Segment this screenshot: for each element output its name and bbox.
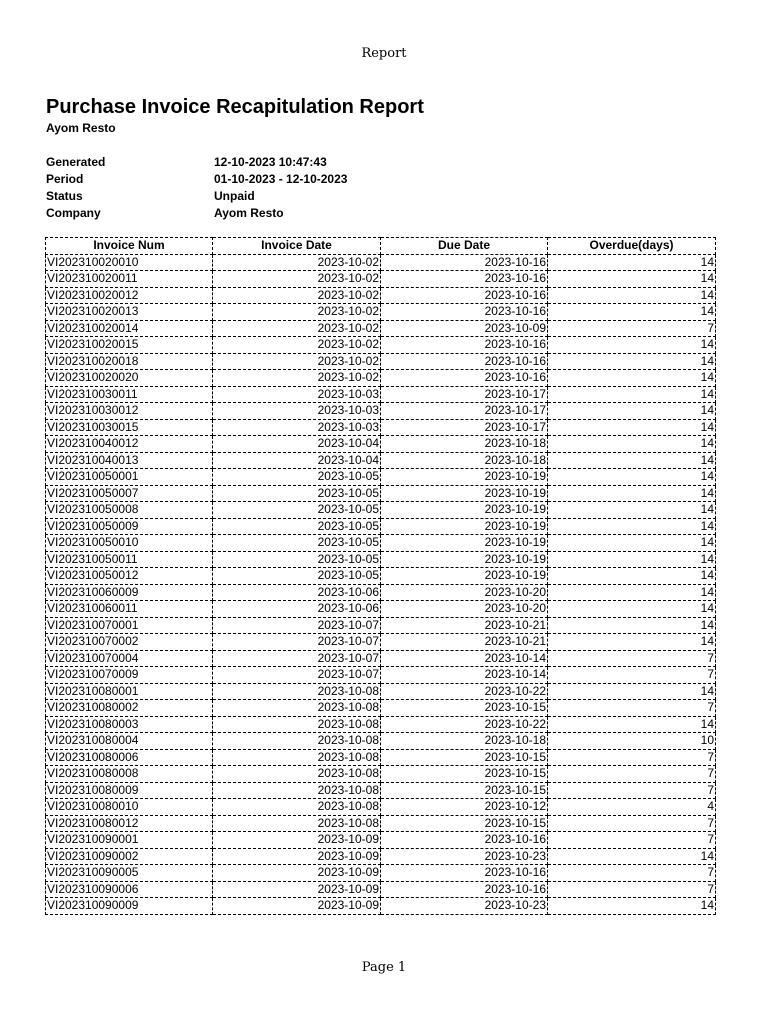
invoice-date-cell: 2023-10-05 [213, 518, 381, 535]
column-header-due-date: Due Date [381, 238, 548, 255]
table-row [46, 304, 716, 321]
due-date-cell: 2023-10-18 [381, 452, 548, 469]
invoice-num-cell: VI202310040013 [46, 452, 213, 469]
invoice-date-cell: 2023-10-02 [213, 287, 381, 304]
overdue-days-cell: 14 [548, 502, 716, 519]
table-row [46, 485, 716, 502]
table-row [46, 700, 716, 717]
column-header-invoice-date: Invoice Date [213, 238, 381, 255]
invoice-date-cell: 2023-10-08 [213, 700, 381, 717]
invoice-num-cell: VI202310090009 [46, 898, 213, 915]
invoice-num-cell: VI202310080006 [46, 749, 213, 766]
due-date-cell: 2023-10-19 [381, 469, 548, 486]
due-date-cell: 2023-10-14 [381, 650, 548, 667]
invoice-num-cell: VI202310020013 [46, 304, 213, 321]
overdue-days-cell: 14 [548, 419, 716, 436]
invoice-num-cell: VI202310050012 [46, 568, 213, 585]
overdue-days-cell: 4 [548, 799, 716, 816]
invoice-date-cell: 2023-10-08 [213, 782, 381, 799]
invoice-num-cell: VI202310020020 [46, 370, 213, 387]
overdue-days-cell: 7 [548, 881, 716, 898]
due-date-cell: 2023-10-17 [381, 386, 548, 403]
due-date-cell: 2023-10-12 [381, 799, 548, 816]
overdue-days-cell: 7 [548, 782, 716, 799]
invoice-date-cell: 2023-10-05 [213, 502, 381, 519]
due-date-cell: 2023-10-15 [381, 749, 548, 766]
invoice-date-cell: 2023-10-05 [213, 469, 381, 486]
due-date-cell: 2023-10-15 [381, 815, 548, 832]
invoice-num-cell: VI202310030015 [46, 419, 213, 436]
overdue-days-cell: 7 [548, 667, 716, 684]
table-row [46, 386, 716, 403]
table-row [46, 683, 716, 700]
table-row [46, 799, 716, 816]
overdue-days-cell: 7 [548, 650, 716, 667]
invoice-date-cell: 2023-10-07 [213, 617, 381, 634]
invoice-date-cell: 2023-10-02 [213, 304, 381, 321]
table-row [46, 502, 716, 519]
overdue-days-cell: 14 [548, 716, 716, 733]
overdue-days-cell: 14 [548, 634, 716, 651]
invoice-num-cell: VI202310020015 [46, 337, 213, 354]
page-header: Report [361, 46, 407, 61]
table-row [46, 287, 716, 304]
meta-row-status [46, 188, 347, 205]
invoice-num-cell: VI202310050007 [46, 485, 213, 502]
report-subtitle: Ayom Resto [46, 121, 116, 135]
invoice-date-cell: 2023-10-03 [213, 419, 381, 436]
table-row [46, 848, 716, 865]
due-date-cell: 2023-10-23 [381, 898, 548, 915]
invoice-date-cell: 2023-10-05 [213, 485, 381, 502]
table-row [46, 815, 716, 832]
overdue-days-cell: 7 [548, 815, 716, 832]
due-date-cell: 2023-10-16 [381, 865, 548, 882]
invoice-date-cell: 2023-10-09 [213, 898, 381, 915]
overdue-days-cell: 14 [548, 304, 716, 321]
meta-value: 01-10-2023 - 12-10-2023 [214, 172, 348, 186]
table-row [46, 716, 716, 733]
due-date-cell: 2023-10-15 [381, 782, 548, 799]
table-row [46, 452, 716, 469]
overdue-days-cell: 14 [548, 568, 716, 585]
table-row [46, 568, 716, 585]
table-row [46, 337, 716, 354]
due-date-cell: 2023-10-16 [381, 832, 548, 849]
overdue-days-cell: 14 [548, 848, 716, 865]
due-date-cell: 2023-10-21 [381, 634, 548, 651]
invoice-num-cell: VI202310080001 [46, 683, 213, 700]
overdue-days-cell: 14 [548, 452, 716, 469]
table-body [46, 254, 716, 914]
invoice-num-cell: VI202310080010 [46, 799, 213, 816]
column-header-overdue-days: Overdue(days) [548, 238, 716, 255]
invoice-date-cell: 2023-10-03 [213, 403, 381, 420]
invoice-num-cell: VI202310080002 [46, 700, 213, 717]
due-date-cell: 2023-10-15 [381, 700, 548, 717]
table-row [46, 584, 716, 601]
table-row [46, 535, 716, 552]
overdue-days-cell: 14 [548, 386, 716, 403]
invoice-date-cell: 2023-10-07 [213, 634, 381, 651]
meta-row-period [46, 171, 347, 188]
invoice-num-cell: VI202310060011 [46, 601, 213, 618]
invoice-date-cell: 2023-10-06 [213, 584, 381, 601]
overdue-days-cell: 14 [548, 518, 716, 535]
overdue-days-cell: 14 [548, 584, 716, 601]
table-row [46, 469, 716, 486]
overdue-days-cell: 14 [548, 898, 716, 915]
due-date-cell: 2023-10-18 [381, 733, 548, 750]
table-header-row [46, 238, 716, 255]
table-row [46, 617, 716, 634]
due-date-cell: 2023-10-16 [381, 271, 548, 288]
invoice-num-cell: VI202310070002 [46, 634, 213, 651]
invoice-date-cell: 2023-10-06 [213, 601, 381, 618]
due-date-cell: 2023-10-17 [381, 403, 548, 420]
overdue-days-cell: 7 [548, 749, 716, 766]
invoice-date-cell: 2023-10-05 [213, 551, 381, 568]
due-date-cell: 2023-10-19 [381, 485, 548, 502]
overdue-days-cell: 14 [548, 485, 716, 502]
overdue-days-cell: 14 [548, 337, 716, 354]
report-meta [46, 154, 347, 222]
invoice-num-cell: VI202310050011 [46, 551, 213, 568]
invoice-num-cell: VI202310080008 [46, 766, 213, 783]
meta-label: Company [46, 206, 101, 220]
invoice-num-cell: VI202310080003 [46, 716, 213, 733]
table-row [46, 419, 716, 436]
invoice-date-cell: 2023-10-02 [213, 271, 381, 288]
overdue-days-cell: 14 [548, 370, 716, 387]
table-row [46, 320, 716, 337]
due-date-cell: 2023-10-16 [381, 254, 548, 271]
overdue-days-cell: 7 [548, 700, 716, 717]
meta-value: 12-10-2023 10:47:43 [214, 155, 327, 169]
invoice-date-cell: 2023-10-08 [213, 749, 381, 766]
due-date-cell: 2023-10-16 [381, 287, 548, 304]
invoice-date-cell: 2023-10-08 [213, 683, 381, 700]
invoice-date-cell: 2023-10-08 [213, 766, 381, 783]
invoice-num-cell: VI202310070004 [46, 650, 213, 667]
overdue-days-cell: 14 [548, 436, 716, 453]
table-row [46, 749, 716, 766]
invoice-num-cell: VI202310050010 [46, 535, 213, 552]
report-title: Purchase Invoice Recapitulation Report [46, 96, 424, 118]
meta-label: Generated [46, 155, 106, 169]
overdue-days-cell: 14 [548, 551, 716, 568]
meta-label: Status [46, 189, 83, 203]
overdue-days-cell: 14 [548, 601, 716, 618]
table-row [46, 403, 716, 420]
invoice-num-cell: VI202310080012 [46, 815, 213, 832]
invoice-num-cell: VI202310070001 [46, 617, 213, 634]
invoice-num-cell: VI202310030011 [46, 386, 213, 403]
overdue-days-cell: 14 [548, 271, 716, 288]
table-row [46, 254, 716, 271]
invoice-table [45, 237, 716, 915]
due-date-cell: 2023-10-16 [381, 370, 548, 387]
invoice-date-cell: 2023-10-08 [213, 815, 381, 832]
overdue-days-cell: 7 [548, 832, 716, 849]
due-date-cell: 2023-10-15 [381, 766, 548, 783]
meta-row-generated [46, 154, 347, 171]
table-row [46, 881, 716, 898]
table-row [46, 667, 716, 684]
due-date-cell: 2023-10-16 [381, 304, 548, 321]
table-row [46, 353, 716, 370]
invoice-date-cell: 2023-10-09 [213, 865, 381, 882]
invoice-num-cell: VI202310050008 [46, 502, 213, 519]
table-row [46, 832, 716, 849]
invoice-num-cell: VI202310080004 [46, 733, 213, 750]
invoice-num-cell: VI202310050001 [46, 469, 213, 486]
overdue-days-cell: 10 [548, 733, 716, 750]
meta-row-company [46, 205, 347, 222]
table-row [46, 782, 716, 799]
invoice-num-cell: VI202310060009 [46, 584, 213, 601]
invoice-num-cell: VI202310080009 [46, 782, 213, 799]
table-row [46, 733, 716, 750]
table-row [46, 436, 716, 453]
due-date-cell: 2023-10-16 [381, 881, 548, 898]
due-date-cell: 2023-10-09 [381, 320, 548, 337]
due-date-cell: 2023-10-18 [381, 436, 548, 453]
invoice-num-cell: VI202310020018 [46, 353, 213, 370]
overdue-days-cell: 14 [548, 287, 716, 304]
table-row [46, 370, 716, 387]
due-date-cell: 2023-10-19 [381, 568, 548, 585]
invoice-num-cell: VI202310050009 [46, 518, 213, 535]
invoice-date-cell: 2023-10-04 [213, 452, 381, 469]
due-date-cell: 2023-10-16 [381, 353, 548, 370]
due-date-cell: 2023-10-20 [381, 601, 548, 618]
column-header-invoice-num: Invoice Num [46, 238, 213, 255]
invoice-date-cell: 2023-10-09 [213, 832, 381, 849]
invoice-num-cell: VI202310090001 [46, 832, 213, 849]
due-date-cell: 2023-10-22 [381, 683, 548, 700]
invoice-date-cell: 2023-10-08 [213, 799, 381, 816]
invoice-date-cell: 2023-10-05 [213, 568, 381, 585]
invoice-date-cell: 2023-10-02 [213, 254, 381, 271]
due-date-cell: 2023-10-14 [381, 667, 548, 684]
due-date-cell: 2023-10-19 [381, 518, 548, 535]
invoice-date-cell: 2023-10-02 [213, 370, 381, 387]
invoice-num-cell: VI202310030012 [46, 403, 213, 420]
invoice-date-cell: 2023-10-02 [213, 337, 381, 354]
overdue-days-cell: 14 [548, 683, 716, 700]
invoice-num-cell: VI202310070009 [46, 667, 213, 684]
invoice-date-cell: 2023-10-03 [213, 386, 381, 403]
invoice-date-cell: 2023-10-07 [213, 650, 381, 667]
overdue-days-cell: 7 [548, 320, 716, 337]
overdue-days-cell: 14 [548, 617, 716, 634]
due-date-cell: 2023-10-19 [381, 502, 548, 519]
invoice-num-cell: VI202310020010 [46, 254, 213, 271]
overdue-days-cell: 14 [548, 469, 716, 486]
invoice-num-cell: VI202310090002 [46, 848, 213, 865]
invoice-date-cell: 2023-10-08 [213, 733, 381, 750]
invoice-date-cell: 2023-10-02 [213, 353, 381, 370]
table-row [46, 551, 716, 568]
invoice-date-cell: 2023-10-04 [213, 436, 381, 453]
overdue-days-cell: 7 [548, 766, 716, 783]
table-row [46, 634, 716, 651]
invoice-date-cell: 2023-10-07 [213, 667, 381, 684]
due-date-cell: 2023-10-23 [381, 848, 548, 865]
table-row [46, 865, 716, 882]
due-date-cell: 2023-10-16 [381, 337, 548, 354]
invoice-date-cell: 2023-10-02 [213, 320, 381, 337]
due-date-cell: 2023-10-20 [381, 584, 548, 601]
page-footer: Page 1 [361, 960, 407, 975]
table-row [46, 898, 716, 915]
invoice-date-cell: 2023-10-09 [213, 881, 381, 898]
invoice-num-cell: VI202310040012 [46, 436, 213, 453]
due-date-cell: 2023-10-19 [381, 551, 548, 568]
table-row [46, 271, 716, 288]
due-date-cell: 2023-10-17 [381, 419, 548, 436]
meta-label: Period [46, 172, 84, 186]
overdue-days-cell: 14 [548, 254, 716, 271]
invoice-num-cell: VI202310090006 [46, 881, 213, 898]
invoice-num-cell: VI202310090005 [46, 865, 213, 882]
meta-value: Ayom Resto [214, 206, 284, 220]
invoice-date-cell: 2023-10-05 [213, 535, 381, 552]
overdue-days-cell: 14 [548, 535, 716, 552]
table-row [46, 518, 716, 535]
invoice-num-cell: VI202310020012 [46, 287, 213, 304]
overdue-days-cell: 14 [548, 353, 716, 370]
invoice-date-cell: 2023-10-09 [213, 848, 381, 865]
due-date-cell: 2023-10-21 [381, 617, 548, 634]
table-row [46, 650, 716, 667]
overdue-days-cell: 14 [548, 403, 716, 420]
invoice-num-cell: VI202310020014 [46, 320, 213, 337]
overdue-days-cell: 7 [548, 865, 716, 882]
table-row [46, 766, 716, 783]
invoice-date-cell: 2023-10-08 [213, 716, 381, 733]
meta-value: Unpaid [214, 189, 255, 203]
invoice-num-cell: VI202310020011 [46, 271, 213, 288]
table-row [46, 601, 716, 618]
due-date-cell: 2023-10-22 [381, 716, 548, 733]
due-date-cell: 2023-10-19 [381, 535, 548, 552]
